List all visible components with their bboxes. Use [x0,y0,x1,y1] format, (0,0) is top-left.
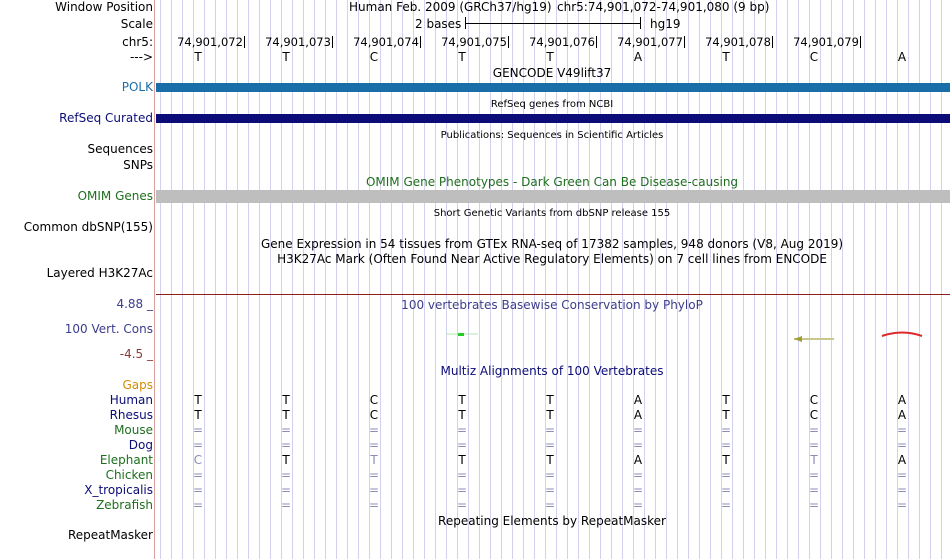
aligned-base: = [368,498,380,512]
phylop-signal-mark [458,333,464,336]
species-label-human[interactable]: Human [109,393,153,407]
aligned-base: T [194,408,202,422]
aligned-base: A [897,393,907,407]
species-label-x_tropicalis[interactable]: X_tropicalis [84,483,153,497]
aligned-base: = [456,423,468,437]
aligned-base: A [897,453,907,467]
aligned-base: = [192,423,204,437]
aligned-base: = [280,468,292,482]
aligned-base: T [458,393,466,407]
phylop-signal-mark [882,333,922,337]
scale-db-text: hg19 [650,17,681,31]
omim-track-label[interactable]: OMIM Genes [77,189,153,203]
phylop-signal-mark [794,336,802,342]
label-column-divider [154,0,155,559]
species-label-zebrafish[interactable]: Zebrafish [96,498,153,512]
position-tick-label: 74,901,074 [353,35,419,49]
position-tick-label: 74,901,072 [177,35,243,49]
phylop-min-label: -4.5 _ [119,347,153,361]
aligned-base: = [456,438,468,452]
aligned-base: = [896,468,908,482]
aligned-base: T [282,408,290,422]
aligned-base: = [280,438,292,452]
scale-bar [465,23,641,24]
reference-base: C [809,50,819,64]
aligned-base: = [544,483,556,497]
refseq-gene-feature[interactable] [156,114,950,123]
aligned-base: = [368,423,380,437]
publications-track-title[interactable]: Publications: Sequences in Scientific Articles [440,130,664,141]
scale-bar-left-tick [465,17,466,29]
scale-label: Scale [120,17,153,31]
gencode-track-title[interactable]: GENCODE V49lift37 [492,66,612,80]
aligned-base: = [192,468,204,482]
reference-base: A [633,50,643,64]
aligned-base: = [720,483,732,497]
phylop-track-label[interactable]: 100 Vert. Cons [64,322,153,336]
aligned-base: C [193,453,203,467]
aligned-base: = [720,423,732,437]
position-tick-mark [420,36,421,48]
multiz-gaps-label[interactable]: Gaps [122,378,153,392]
position-tick-label: 74,901,076 [529,35,595,49]
aligned-base: = [544,438,556,452]
position-tick-label: 74,901,075 [441,35,507,49]
polk-gene-feature[interactable] [156,83,950,92]
aligned-base: T [722,408,730,422]
aligned-base: = [808,468,820,482]
aligned-base: = [808,498,820,512]
species-label-dog[interactable]: Dog [128,438,153,452]
species-label-elephant[interactable]: Elephant [99,453,153,467]
position-tick-mark [332,36,333,48]
aligned-base: C [809,408,819,422]
reference-base: T [458,50,466,64]
position-tick-mark [244,36,245,48]
position-tick-mark [684,36,685,48]
aligned-base: = [632,468,644,482]
scale-bases-text: 2 bases [415,17,462,31]
dbsnp-track-title[interactable]: Short Genetic Variants from dbSNP release 155 [433,208,671,219]
publications-snps-label[interactable]: SNPs [123,158,153,172]
aligned-base: T [370,453,378,467]
reference-base: T [722,50,730,64]
aligned-base: = [280,483,292,497]
aligned-base: T [546,453,554,467]
aligned-base: T [458,408,466,422]
aligned-base: T [282,453,290,467]
species-label-chicken[interactable]: Chicken [105,468,153,482]
aligned-base: = [368,438,380,452]
aligned-base: = [456,498,468,512]
reference-base: T [546,50,554,64]
aligned-base: = [280,498,292,512]
species-label-rhesus[interactable]: Rhesus [109,408,153,422]
strand-label: ---> [129,50,153,64]
aligned-base: T [722,453,730,467]
aligned-base: = [456,468,468,482]
h3k27ac-track-title[interactable]: H3K27Ac Mark (Often Found Near Active Regulatory Elements) on 7 cell lines from ENCODE [277,252,827,266]
aligned-base: = [632,438,644,452]
dbsnp-track-label[interactable]: Common dbSNP(155) [23,220,153,234]
aligned-base: = [896,483,908,497]
aligned-base: = [544,498,556,512]
repeatmasker-track-label[interactable]: RepeatMasker [67,528,153,542]
aligned-base: = [720,438,732,452]
phylop-signal [156,326,950,342]
location-text[interactable]: chr5:74,901,072-74,901,080 (9 bp) [557,0,770,14]
aligned-base: = [456,483,468,497]
h3k27ac-signal-line [156,294,950,295]
aligned-base: = [896,423,908,437]
aligned-base: A [633,393,643,407]
position-tick-label: 74,901,078 [705,35,771,49]
aligned-base: = [192,483,204,497]
aligned-base: = [896,438,908,452]
aligned-base: T [810,453,818,467]
aligned-base: = [808,438,820,452]
phylop-max-label: 4.88 _ [116,297,153,311]
assembly-text[interactable]: Human Feb. 2009 (GRCh37/hg19) [349,0,552,14]
position-tick-label: 74,901,073 [265,35,331,49]
aligned-base: = [896,498,908,512]
aligned-base: = [808,423,820,437]
aligned-base: = [192,438,204,452]
aligned-base: T [458,453,466,467]
aligned-base: = [720,498,732,512]
refseq-track-title[interactable]: RefSeq genes from NCBI [490,99,614,110]
aligned-base: = [368,483,380,497]
refseq-track-label[interactable]: RefSeq Curated [59,111,153,125]
species-label-mouse[interactable]: Mouse [114,423,153,437]
aligned-base: = [368,468,380,482]
position-tick-mark [772,36,773,48]
phylop-track-title[interactable]: 100 vertebrates Basewise Conservation by PhyloP [401,298,703,312]
aligned-base: = [632,483,644,497]
reference-base: A [897,50,907,64]
repeatmasker-track-title[interactable]: Repeating Elements by RepeatMasker [438,514,666,528]
aligned-base: C [369,393,379,407]
publications-sequences-label[interactable]: Sequences [87,142,153,156]
multiz-track-title[interactable]: Multiz Alignments of 100 Vertebrates [440,364,664,378]
position-tick-label: 74,901,079 [793,35,859,49]
aligned-base: = [632,423,644,437]
omim-track-title[interactable]: OMIM Gene Phenotypes - Dark Green Can Be Disease-causing [365,175,739,189]
aligned-base: = [544,423,556,437]
h3k27ac-track-label[interactable]: Layered H3K27Ac [46,266,153,280]
position-tick-label: 74,901,077 [617,35,683,49]
aligned-base: = [544,468,556,482]
omim-gene-feature[interactable] [156,190,950,203]
aligned-base: C [809,393,819,407]
reference-base: T [282,50,290,64]
aligned-base: = [280,423,292,437]
aligned-base: T [546,393,554,407]
aligned-base: T [722,393,730,407]
gencode-gene-label[interactable]: POLK [121,80,153,94]
aligned-base: A [633,453,643,467]
reference-base: T [194,50,202,64]
aligned-base: A [633,408,643,422]
position-tick-mark [508,36,509,48]
aligned-base: T [282,393,290,407]
aligned-base: = [632,498,644,512]
aligned-base: = [720,468,732,482]
chrom-label: chr5: [122,35,153,49]
position-tick-mark [860,36,861,48]
window-position-label: Window Position [55,0,153,14]
reference-base: C [369,50,379,64]
scale-bar-right-tick [640,17,641,29]
position-tick-mark [596,36,597,48]
aligned-base: C [369,408,379,422]
aligned-base: = [192,498,204,512]
aligned-base: A [897,408,907,422]
aligned-base: = [808,483,820,497]
aligned-base: T [194,393,202,407]
aligned-base: T [546,408,554,422]
gtex-track-title[interactable]: Gene Expression in 54 tissues from GTEx RNA-seq of 17382 samples, 948 donors (V8, Aug 2019) [260,237,844,251]
